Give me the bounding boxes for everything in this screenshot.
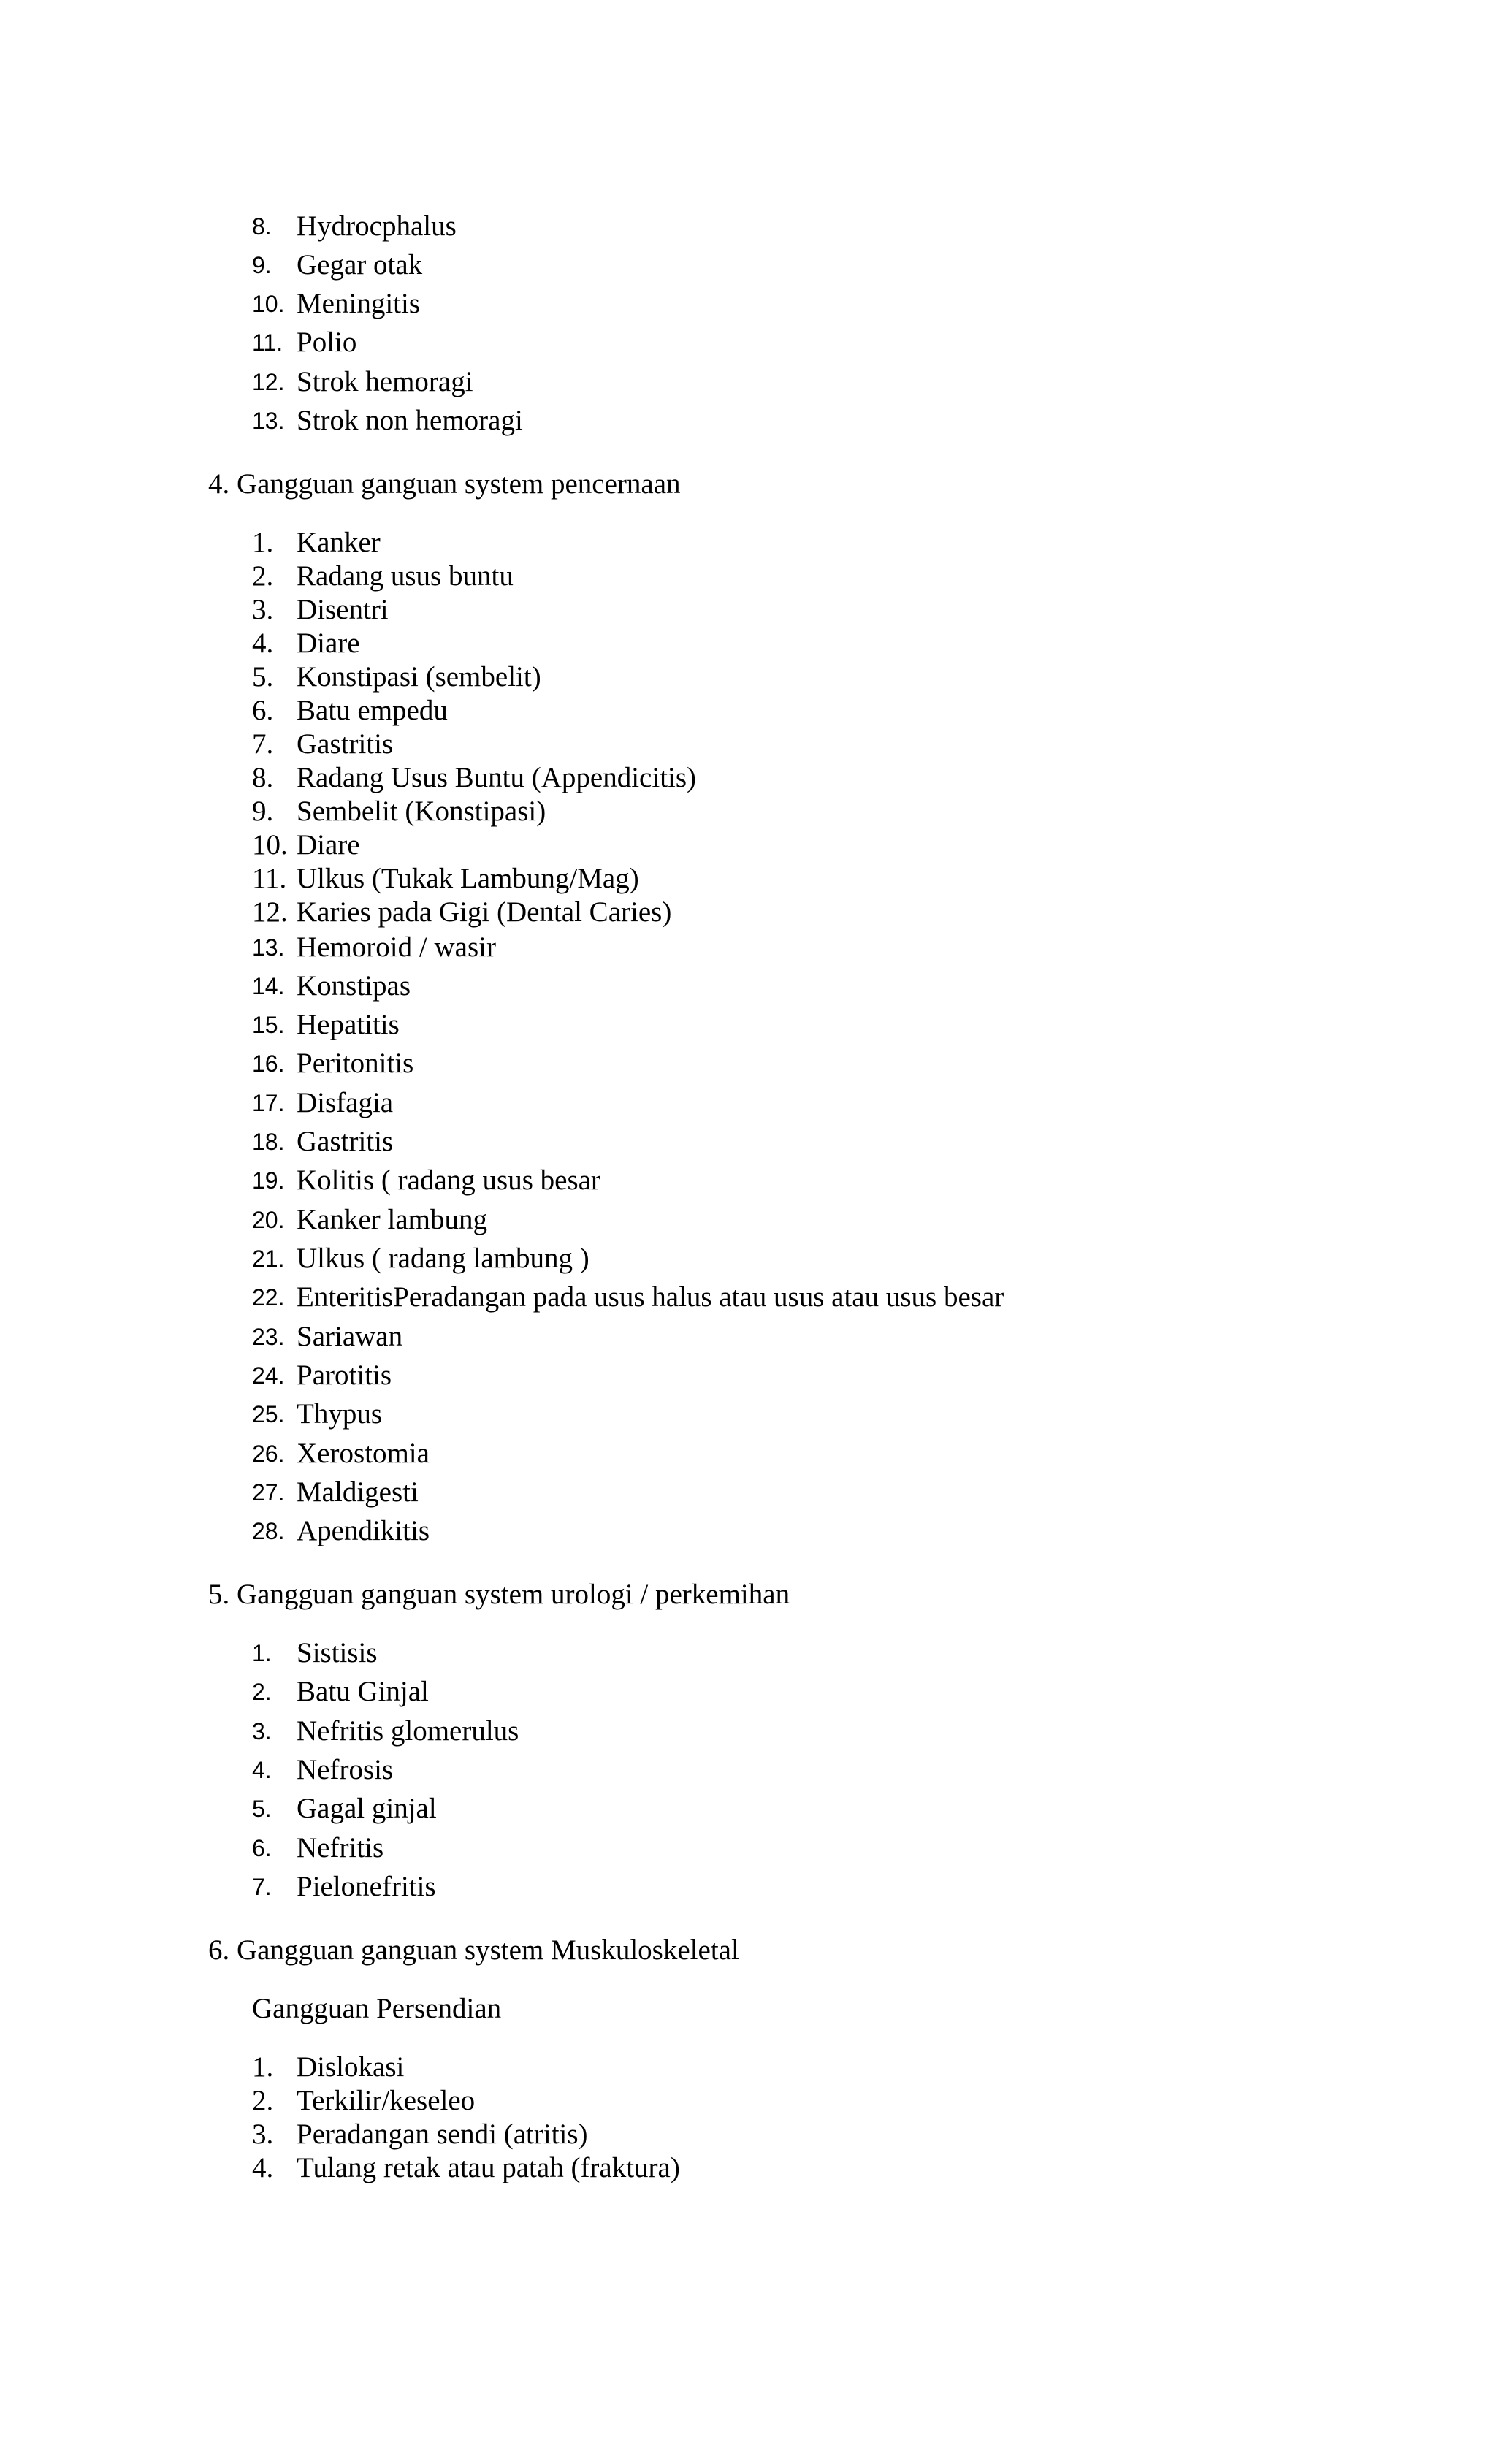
list-item-number: 21. bbox=[252, 1246, 285, 1272]
list-item-text: Karies pada Gigi (Dental Caries) bbox=[297, 896, 672, 928]
list-item-number: 4. bbox=[252, 1757, 272, 1783]
list-item-number: 4. bbox=[252, 628, 274, 659]
list-item-text: Konstipasi (sembelit) bbox=[297, 661, 541, 693]
list-item-text: Peritonitis bbox=[297, 1048, 414, 1079]
list-item-text: Tulang retak atau patah (fraktura) bbox=[297, 2152, 680, 2183]
list-item-number: 11. bbox=[252, 329, 283, 356]
list-item-number: 17. bbox=[252, 1090, 285, 1116]
list-item-text: Dislokasi bbox=[297, 2051, 405, 2083]
list-item-number: 2. bbox=[252, 560, 274, 592]
list-item-number: 7. bbox=[252, 728, 274, 760]
list-item-number: 1. bbox=[252, 2051, 274, 2083]
list-item-number: 2. bbox=[252, 2085, 274, 2116]
list-item-number: 19. bbox=[252, 1167, 285, 1194]
list-item-number: 6. bbox=[252, 695, 274, 726]
list-item-number: 7. bbox=[252, 1874, 272, 1900]
list-item-text: Hydrocphalus bbox=[297, 210, 457, 242]
list-item-number: 14. bbox=[252, 973, 285, 999]
list-item-text: Kanker lambung bbox=[297, 1204, 488, 1235]
list-item-text: Gegar otak bbox=[297, 249, 423, 281]
list-item-number: 3. bbox=[252, 1718, 272, 1744]
list-item-number: 20. bbox=[252, 1207, 285, 1233]
section-heading-musculoskeletal: 6. Gangguan ganguan system Muskuloskeletal bbox=[208, 1934, 739, 1966]
list-item-text: Strok hemoragi bbox=[297, 366, 473, 397]
list-item-text: Gastritis bbox=[297, 728, 394, 760]
list-item-text: EnteritisPeradangan pada usus halus atau usus atau usus besar bbox=[297, 1281, 1004, 1313]
list-item-text: Terkilir/keseleo bbox=[297, 2085, 476, 2116]
list-item-text: Apendikitis bbox=[297, 1515, 430, 1546]
list-item-text: Nefrosis bbox=[297, 1754, 394, 1785]
list-item-text: Kolitis ( radang usus besar bbox=[297, 1164, 600, 1196]
list-item-text: Ulkus (Tukak Lambung/Mag) bbox=[297, 863, 639, 894]
list-item-text: Sembelit (Konstipasi) bbox=[297, 796, 546, 827]
list-item-number: 23. bbox=[252, 1324, 285, 1350]
list-item-number: 9. bbox=[252, 796, 274, 827]
list-item-number: 8. bbox=[252, 762, 274, 793]
list-item-number: 25. bbox=[252, 1401, 285, 1427]
list-item-number: 8. bbox=[252, 213, 272, 240]
list-item-text: Disentri bbox=[297, 594, 389, 625]
list-item-text: Kanker bbox=[297, 527, 381, 558]
list-item-text: Batu Ginjal bbox=[297, 1676, 429, 1707]
list-item-text: Nefritis glomerulus bbox=[297, 1715, 519, 1747]
list-item-number: 10. bbox=[252, 291, 285, 317]
list-item-number: 2. bbox=[252, 1679, 272, 1705]
list-item-text: Polio bbox=[297, 327, 357, 358]
list-item-text: Sariawan bbox=[297, 1321, 403, 1352]
list-item-text: Gastritis bbox=[297, 1126, 394, 1157]
list-item-text: Diare bbox=[297, 628, 360, 659]
list-item-number: 26. bbox=[252, 1441, 285, 1467]
list-item-number: 13. bbox=[252, 934, 285, 961]
list-item-number: 4. bbox=[252, 2152, 274, 2183]
list-item-number: 5. bbox=[252, 661, 274, 693]
list-item-number: 22. bbox=[252, 1284, 285, 1311]
list-item-number: 24. bbox=[252, 1362, 285, 1389]
list-item-text: Gagal ginjal bbox=[297, 1793, 437, 1824]
list-item-number: 13. bbox=[252, 408, 285, 434]
list-item-number: 12. bbox=[252, 369, 285, 395]
list-item-number: 11. bbox=[252, 863, 287, 894]
list-item-number: 16. bbox=[252, 1050, 285, 1077]
list-item-number: 1. bbox=[252, 1640, 272, 1666]
list-item-text: Ulkus ( radang lambung ) bbox=[297, 1243, 589, 1274]
section-heading-urology: 5. Gangguan ganguan system urologi / perkemihan bbox=[208, 1579, 790, 1610]
list-item-text: Radang Usus Buntu (Appendicitis) bbox=[297, 762, 697, 793]
list-item-number: 6. bbox=[252, 1835, 272, 1861]
list-item-text: Radang usus buntu bbox=[297, 560, 514, 592]
list-item-text: Diare bbox=[297, 829, 360, 861]
list-item-number: 3. bbox=[252, 594, 274, 625]
list-item-text: Nefritis bbox=[297, 1832, 384, 1864]
list-item-text: Parotitis bbox=[297, 1359, 392, 1391]
list-item-number: 3. bbox=[252, 2118, 274, 2150]
list-item-text: Pielonefritis bbox=[297, 1871, 436, 1902]
list-item-text: Hemoroid / wasir bbox=[297, 931, 496, 963]
list-item-text: Xerostomia bbox=[297, 1438, 430, 1469]
list-item-text: Sistisis bbox=[297, 1637, 378, 1668]
list-item-number: 27. bbox=[252, 1479, 285, 1506]
list-item-text: Hepatitis bbox=[297, 1009, 400, 1040]
list-item-text: Strok non hemoragi bbox=[297, 405, 523, 436]
list-item-number: 1. bbox=[252, 527, 274, 558]
list-item-number: 18. bbox=[252, 1129, 285, 1155]
list-item-number: 28. bbox=[252, 1518, 285, 1544]
list-item-text: Thypus bbox=[297, 1398, 382, 1430]
list-item-number: 12. bbox=[252, 896, 288, 928]
list-item-text: Peradangan sendi (atritis) bbox=[297, 2118, 588, 2150]
list-item-number: 10. bbox=[252, 829, 288, 861]
list-item-number: 9. bbox=[252, 252, 272, 278]
list-item-text: Batu empedu bbox=[297, 695, 448, 726]
section-heading-digestive: 4. Gangguan ganguan system pencernaan bbox=[208, 468, 681, 500]
subsection-heading-joints: Gangguan Persendian bbox=[252, 1993, 502, 2024]
list-item-text: Meningitis bbox=[297, 288, 421, 319]
list-item-number: 5. bbox=[252, 1796, 272, 1822]
list-item-text: Maldigesti bbox=[297, 1476, 419, 1508]
list-item-number: 15. bbox=[252, 1012, 285, 1038]
list-item-text: Disfagia bbox=[297, 1087, 394, 1118]
list-item-text: Konstipas bbox=[297, 970, 411, 1002]
